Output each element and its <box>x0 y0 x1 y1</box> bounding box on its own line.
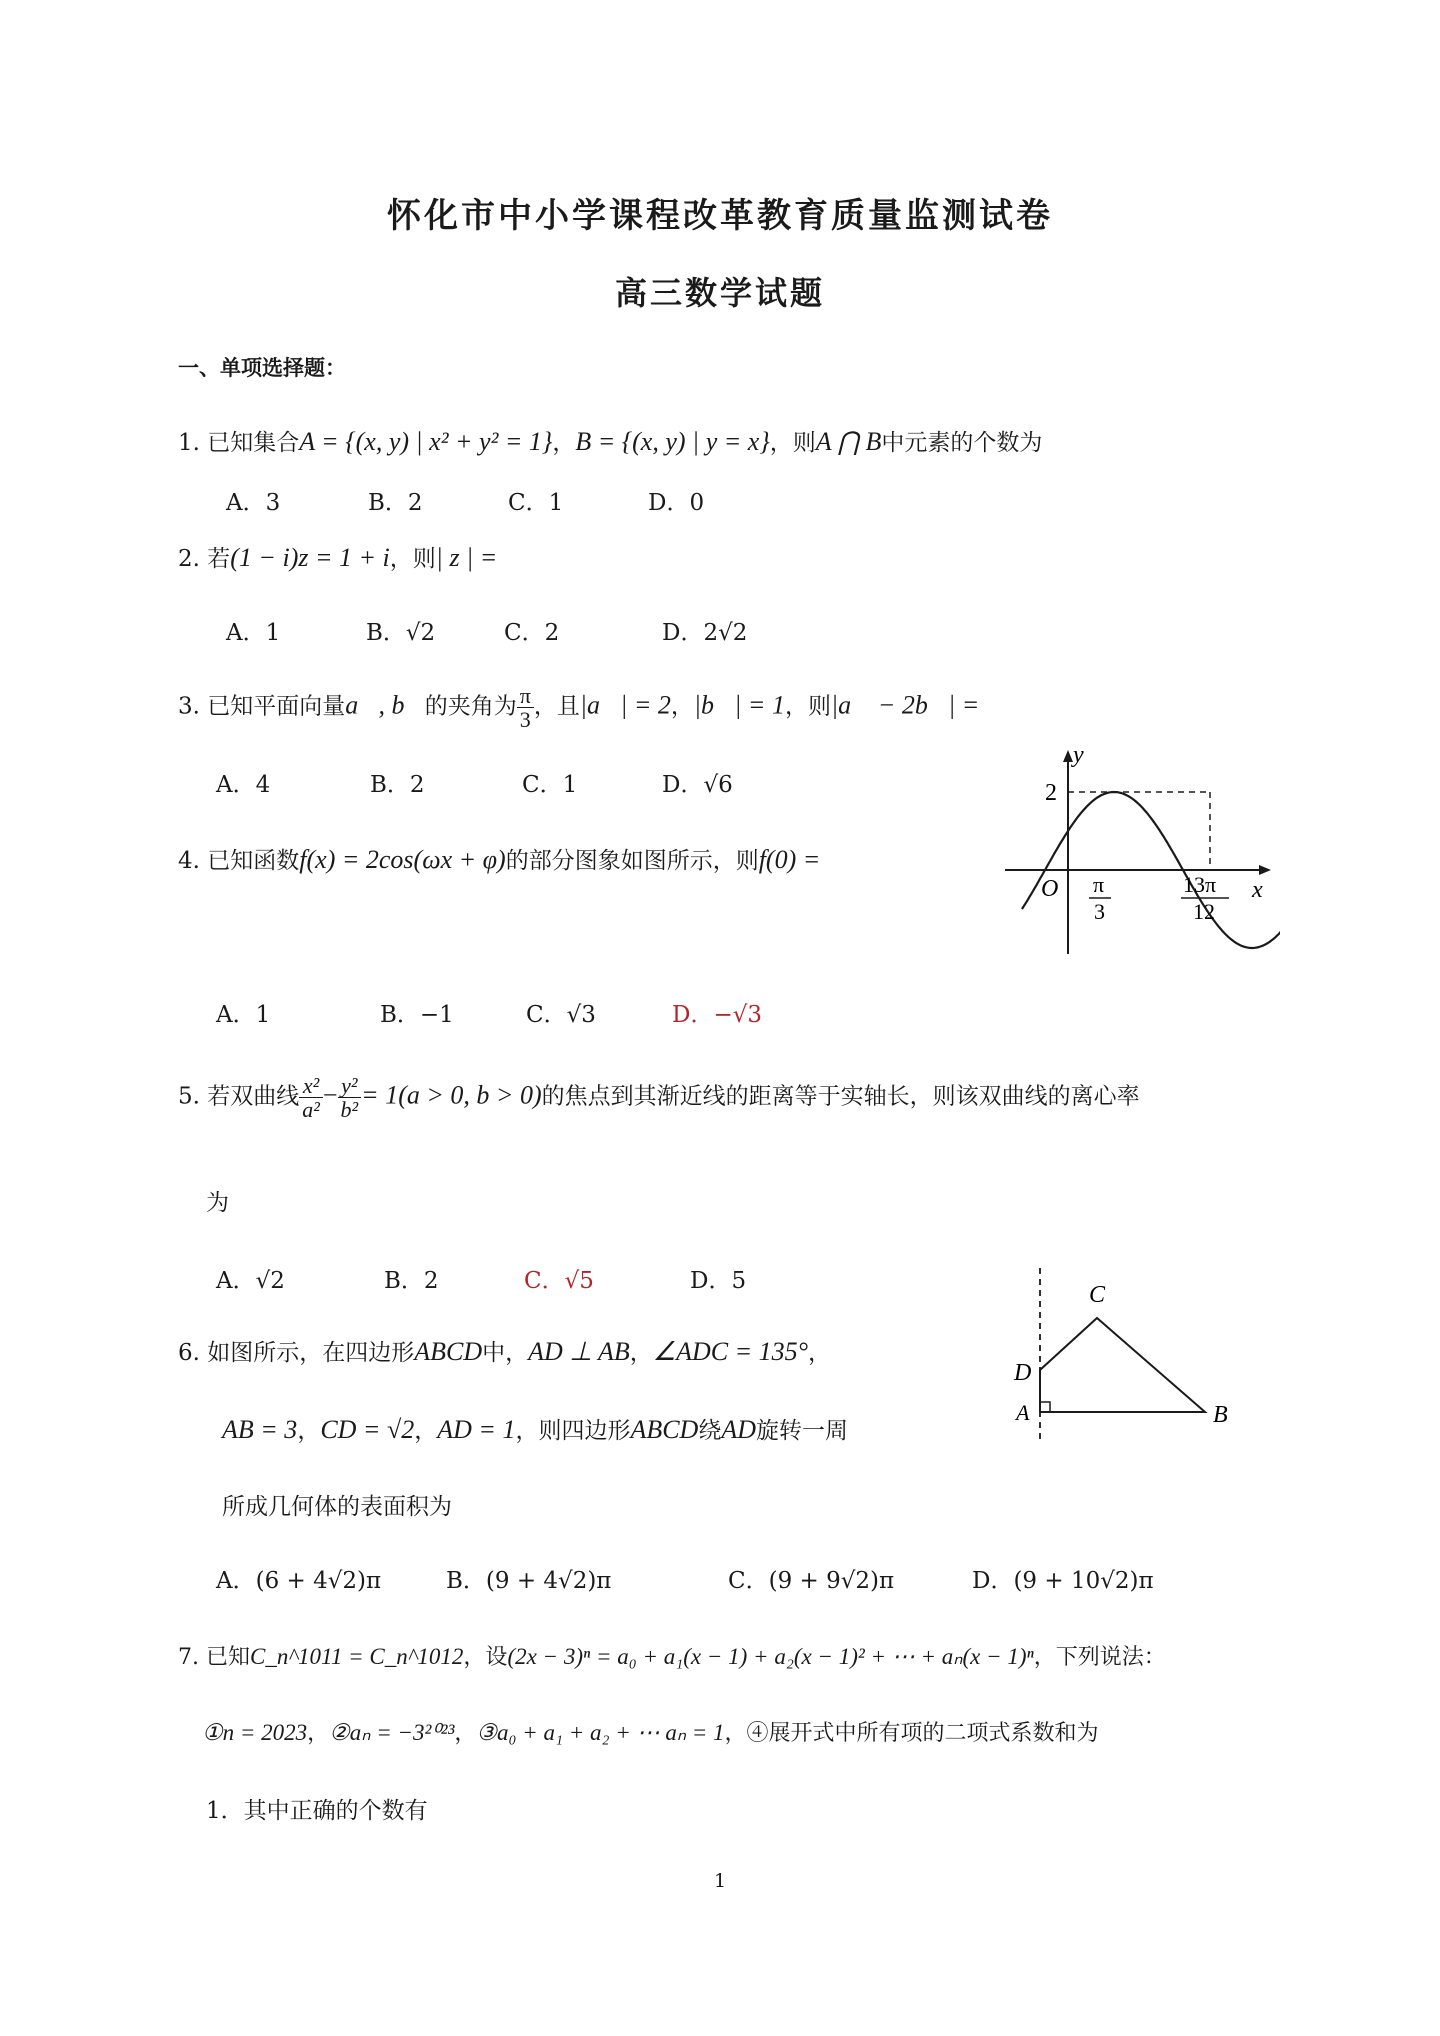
q6-cond-1: AD ⊥ AB <box>528 1337 630 1366</box>
q4-number: 4. <box>178 848 200 874</box>
q7-expansion: (2x − 3)ⁿ = a₀ + a₁(x − 1) + a₂(x − 1)² + ⋯ + aₙ(x − 1)ⁿ <box>507 1644 1034 1669</box>
q3-angle-fraction <box>517 684 534 731</box>
q3-option-b: B．2 <box>370 772 425 798</box>
q4-option-b: B．−1 <box>380 1002 454 1028</box>
q5-eq-rest: = 1(a > 0, b > 0) <box>361 1080 542 1110</box>
q3-option-d: D．√6 <box>662 772 733 798</box>
q6-option-d: D．(9 + 10√2)π <box>972 1568 1154 1594</box>
q6-line-2: AB = 3，CD = √2，AD = 1，则四边形ABCD绕AD旋转一周 <box>222 1415 849 1444</box>
q6-option-b: B．(9 + 4√2)π <box>446 1568 612 1594</box>
q6-line-3: 所成几何体的表面积为 <box>222 1494 452 1520</box>
q4-cosine-graph <box>1005 742 1280 967</box>
q1-number: 1. <box>178 430 200 456</box>
q6-label-b: B <box>1213 1402 1228 1428</box>
q5-number: 5. <box>178 1083 200 1110</box>
q2-option-b: B．√2 <box>366 620 436 646</box>
q5-text-b: 的焦点到其渐近线的距离等于实轴长，则该双曲线的离心率 <box>541 1083 1140 1110</box>
q3-cond-1: |a⃗| = 2 <box>579 690 671 720</box>
q4-text-b: 的部分图象如图所示，则 <box>505 848 759 874</box>
q7-text-a: 已知 <box>206 1645 251 1670</box>
q7-condition: C_n^1011 = C_n^1012 <box>250 1644 464 1669</box>
q1-option-c: C．1 <box>508 490 564 516</box>
q2-expr: | z | = <box>435 543 498 572</box>
q4-x-tick-1-den: 3 <box>1094 899 1105 924</box>
q6-quadrilateral-figure <box>1005 1260 1255 1450</box>
q6-line2-c: 旋转一周 <box>756 1418 849 1444</box>
q6-option-a: A．(6 + 4√2)π <box>216 1568 382 1594</box>
q5-text-c: 为 <box>206 1190 229 1216</box>
q6-line1-a: 如图所示，在四边形 <box>207 1340 415 1366</box>
q5-x-fraction <box>299 1074 323 1121</box>
q5-option-c: C．√5 <box>524 1268 594 1294</box>
q3-text-a: 已知平面向量 <box>207 693 346 720</box>
q2-option-a: A．1 <box>226 620 281 646</box>
q6-abcd: ABCD <box>414 1337 483 1366</box>
q6-cond-4: CD = √2 <box>320 1415 415 1444</box>
question-3: 3. 已知平面向量a⃗, b⃗的夹角为 $\frac{\pi}{3}$ ，且|a⃗| = 2，|b⃗| = 1，则|a⃗ − 2b⃗| = <box>178 683 980 733</box>
q3-vectors: a⃗, b⃗ <box>345 690 425 720</box>
question-1 <box>178 424 1042 457</box>
q7-statement-2: ②aₙ = −3²⁰²³ <box>329 1720 455 1745</box>
q6-cond-3: AB = 3 <box>222 1415 298 1444</box>
q2-number: 2. <box>178 546 200 572</box>
q3-text-b: 的夹角为 <box>424 693 517 720</box>
q6-label-c: C <box>1089 1282 1106 1308</box>
q4-x-tick-2-den: 12 <box>1193 899 1215 924</box>
q1-sep: ， <box>552 430 576 456</box>
section-heading: 一、单项选择题： <box>178 356 346 380</box>
page-subtitle: 高三数学试题 <box>614 274 825 312</box>
q1-text-c: 中元素的个数为 <box>881 430 1043 456</box>
question-6: 6. 如图所示，在四边形ABCD中，AD ⊥ AB，∠ADC = 135°， <box>178 1337 832 1366</box>
q5-x-num: x² <box>299 1074 323 1098</box>
q4-text-a: 已知函数 <box>207 848 300 874</box>
q1-set-b: B = {(x, y) | y = x} <box>575 427 770 456</box>
q1-expr: A ⋂ B <box>815 427 882 456</box>
q7-text-c: ，下列说法： <box>1033 1645 1166 1670</box>
q3-expr: |a⃗ − 2b⃗| = <box>830 690 980 720</box>
q3-number: 3. <box>178 693 200 720</box>
q6-right-angle-mark <box>1040 1402 1050 1412</box>
q6-quadrilateral-abcd <box>1040 1318 1205 1412</box>
q6-ad: AD <box>721 1415 757 1444</box>
q3-option-a: A．4 <box>216 772 271 798</box>
q6-line2-b: 绕 <box>698 1418 722 1444</box>
question-2 <box>178 540 497 573</box>
q6-abcd-2: ABCD <box>630 1415 699 1444</box>
question-5 <box>178 1074 1140 1121</box>
q4-option-d: D．−√3 <box>672 1002 763 1028</box>
page-number: 1 <box>713 1870 727 1892</box>
q6-number: 6. <box>178 1340 200 1366</box>
q7-statement-1: ①n = 2023 <box>202 1720 308 1745</box>
q4-function: f(x) = 2cos(ωx + φ) <box>299 845 506 874</box>
q4-y-axis-arrow <box>1063 750 1073 762</box>
question-7 <box>178 1640 1166 1671</box>
q5-option-d: D．5 <box>690 1268 747 1294</box>
q4-x-tick-1-num: π <box>1093 872 1105 897</box>
q6-option-c: C．(9 + 9√2)π <box>728 1568 895 1594</box>
q4-expr: f(0) = <box>758 845 821 874</box>
q5-option-b: B．2 <box>384 1268 439 1294</box>
q4-origin-label: O <box>1041 876 1059 902</box>
q3-angle-num: π <box>517 684 534 708</box>
q3-text-d: ，则 <box>784 693 831 720</box>
question-4 <box>178 842 820 875</box>
q7-statement-4: ④展开式中所有项的二项式系数和为 <box>746 1721 1099 1746</box>
q1-set-a: A = {(x, y) | x² + y² = 1} <box>299 427 553 456</box>
q5-option-a: A．√2 <box>216 1268 285 1294</box>
q2-equation: (1 − i)z = 1 + i <box>230 543 390 572</box>
q4-x-axis-arrow <box>1259 865 1271 875</box>
q6-line1-end: ， <box>808 1340 832 1366</box>
q5-y-num: y² <box>338 1074 362 1098</box>
q4-option-c: C．√3 <box>526 1002 596 1028</box>
q2-text-a: 若 <box>207 546 231 572</box>
q6-cond-2: ∠ADC = 135° <box>652 1337 809 1366</box>
q3-angle-den: 3 <box>519 707 531 733</box>
q3-cond-2: |b⃗| = 1 <box>693 690 785 720</box>
q5-x-den: a² <box>302 1097 320 1123</box>
q5-minus: − <box>322 1080 338 1110</box>
page-title: 怀化市中小学课程改革教育质量监测试卷 <box>387 196 1053 236</box>
q3-option-c: C．1 <box>522 772 578 798</box>
q2-option-d: D．2√2 <box>662 620 748 646</box>
q6-label-a: A <box>1016 1400 1030 1425</box>
q6-line1-b: 中， <box>482 1340 529 1366</box>
q1-option-a: A．3 <box>226 490 281 516</box>
q4-y-tick-2: 2 <box>1045 780 1057 806</box>
q7-line-3: 1．其中正确的个数有 <box>206 1798 428 1824</box>
q1-option-b: B．2 <box>368 490 423 516</box>
q4-x-tick-2-num: 13π <box>1183 872 1217 897</box>
q6-label-d: D <box>1014 1360 1032 1386</box>
q3-text-c: ，且 <box>533 693 580 720</box>
q7-statement-3: ③a₀ + a₁ + a₂ + ⋯ aₙ = 1 <box>476 1720 725 1745</box>
q4-x-label: x <box>1252 877 1263 903</box>
q5-text-a: 若双曲线 <box>207 1083 300 1110</box>
q4-option-a: A．1 <box>216 1002 271 1028</box>
q1-text-b: ，则 <box>769 430 816 456</box>
q7-number: 7. <box>178 1645 199 1670</box>
q2-text-b: ，则 <box>389 546 436 572</box>
q2-option-c: C．2 <box>504 620 560 646</box>
q7-text-b: ，设 <box>463 1645 508 1670</box>
q1-text-a: 已知集合 <box>207 430 300 456</box>
q5-y-den: b² <box>340 1097 359 1123</box>
q6-line2-a: ，则四边形 <box>515 1418 631 1444</box>
q7-statements: ①n = 2023，②aₙ = −3²⁰²³，③a₀ + a₁ + a₂ + ⋯ aₙ = 1，④展开式中所有项的二项式系数和为 <box>202 1720 1099 1746</box>
q5-y-fraction <box>338 1074 362 1121</box>
q6-cond-5: AD = 1 <box>437 1415 516 1444</box>
q1-option-d: D．0 <box>648 490 705 516</box>
q4-y-label: y <box>1073 742 1084 768</box>
